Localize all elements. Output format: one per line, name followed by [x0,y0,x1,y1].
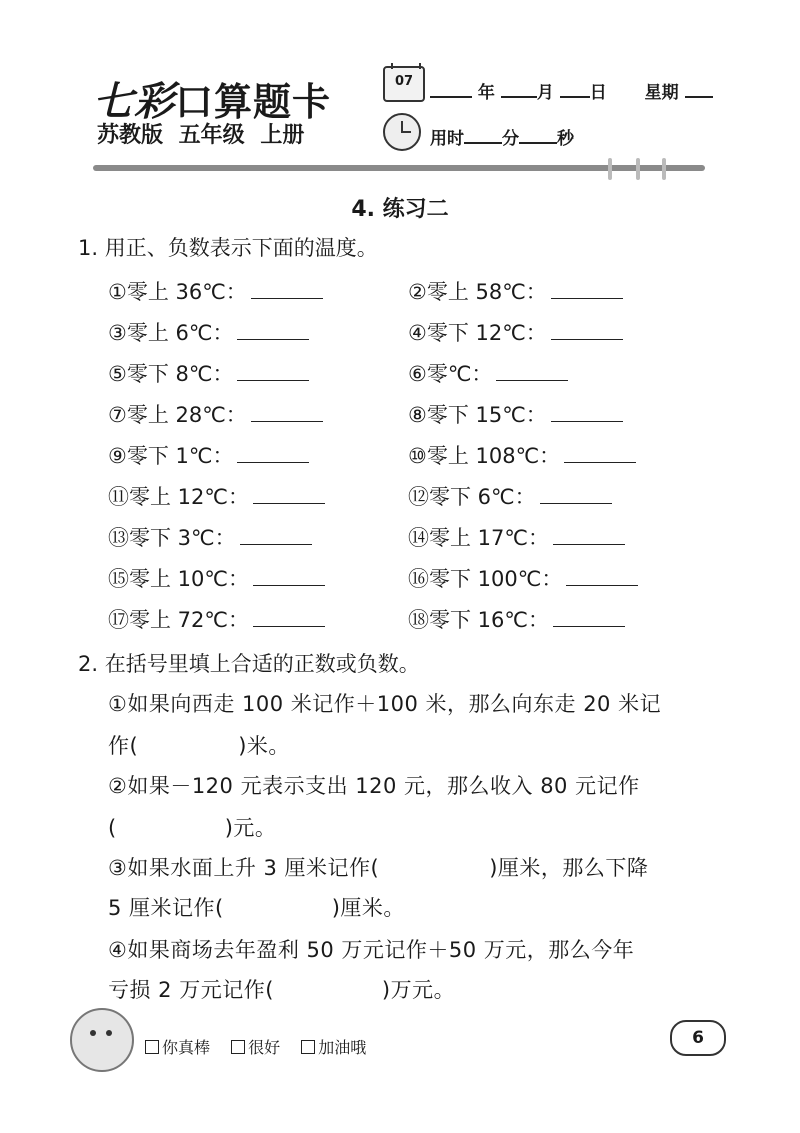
answer-blank[interactable] [253,565,325,586]
answer-blank[interactable] [496,360,568,381]
answer-blank[interactable] [237,442,309,463]
answer-blank[interactable] [564,442,636,463]
answer-blank[interactable] [253,606,325,627]
brand-rest: 口算题卡 [175,80,332,124]
checkbox-icon[interactable] [301,1040,315,1054]
brand-script: 七彩 [93,78,175,125]
rating-option-1[interactable]: 你真棒 [145,1038,210,1057]
time-prefix: 用时 [430,129,464,149]
answer-blank[interactable] [253,483,325,504]
checkbox-icon[interactable] [145,1040,159,1054]
page-number: 6 [670,1020,726,1056]
q2-line-2b: ( )元。 [108,816,277,840]
temp-item-10: ⑩零上 108℃： [408,440,636,470]
temp-item-1: ①零上 36℃： [108,276,323,306]
q2-line-1a: ①如果向西走 100 米记作＋100 米，那么向东走 20 米记 [108,692,662,716]
second-label: 秒 [557,129,574,149]
divider-pin [662,158,666,180]
date-line [430,78,713,103]
q2-line-3a: ③如果水面上升 3 厘米记作( )厘米，那么下降 [108,856,649,880]
edition-label: 苏教版 五年级 上册 [97,123,305,148]
divider-pin [636,158,640,180]
divider-pin [608,158,612,180]
answer-blank[interactable] [566,565,638,586]
temp-item-14: ⑭零上 17℃： [408,522,625,552]
temp-item-12: ⑫零下 6℃： [408,481,612,511]
q2-line-3b: 5 厘米记作( )厘米。 [108,896,405,920]
temp-item-4: ④零下 12℃： [408,317,623,347]
temp-item-2: ②零上 58℃： [408,276,623,306]
answer-blank[interactable] [540,483,612,504]
rating-option-2[interactable]: 很好 [231,1038,280,1057]
answer-blank[interactable] [237,360,309,381]
answer-blank[interactable] [251,278,323,299]
answer-blank[interactable] [237,319,309,340]
answer-blank[interactable] [551,278,623,299]
q2-title: 2. 在括号里填上合适的正数或负数。 [78,652,420,676]
q2-line-2a: ②如果－120 元表示支出 120 元，那么收入 80 元记作 [108,774,640,798]
temp-item-16: ⑯零下 100℃： [408,563,638,593]
temp-item-6: ⑥零℃： [408,358,568,388]
section-title: 4. 练习二 [351,197,449,222]
clock-icon [383,113,421,151]
checkbox-icon[interactable] [231,1040,245,1054]
q2-line-1b: 作( )米。 [108,734,290,758]
calendar-icon [383,66,425,102]
rating-option-3[interactable]: 加油哦 [301,1038,366,1057]
answer-blank[interactable] [240,524,312,545]
temp-item-15: ⑮零上 10℃： [108,563,325,593]
answer-blank[interactable] [551,319,623,340]
q2-line-4a: ④如果商场去年盈利 50 万元记作＋50 万元，那么今年 [108,938,635,962]
temp-item-11: ⑪零上 12℃： [108,481,325,511]
temp-item-7: ⑦零上 28℃： [108,399,323,429]
q2-line-4b: 亏损 2 万元记作( )万元。 [108,978,456,1002]
temp-item-18: ⑱零下 16℃： [408,604,625,634]
month-label: 月 [536,83,554,103]
answer-blank[interactable] [553,524,625,545]
answer-blank[interactable] [251,401,323,422]
day-label: 日 [589,83,607,103]
temp-item-13: ⑬零下 3℃： [108,522,312,552]
time-line [430,124,574,149]
temp-item-9: ⑨零下 1℃： [108,440,309,470]
header-divider [93,165,705,171]
answer-blank[interactable] [553,606,625,627]
year-label: 年 [477,83,495,103]
answer-blank[interactable] [551,401,623,422]
q1-title: 1. 用正、负数表示下面的温度。 [78,236,378,260]
calendar-day: 07 [394,74,414,89]
temp-item-17: ⑰零上 72℃： [108,604,325,634]
temp-item-3: ③零上 6℃： [108,317,309,347]
mascot-icon [70,1008,134,1072]
temp-item-5: ⑤零下 8℃： [108,358,309,388]
minute-label: 分 [502,129,519,149]
weekday-label: 星期 [644,83,679,103]
rating-options [145,1035,382,1058]
temp-item-8: ⑧零下 15℃： [408,399,623,429]
